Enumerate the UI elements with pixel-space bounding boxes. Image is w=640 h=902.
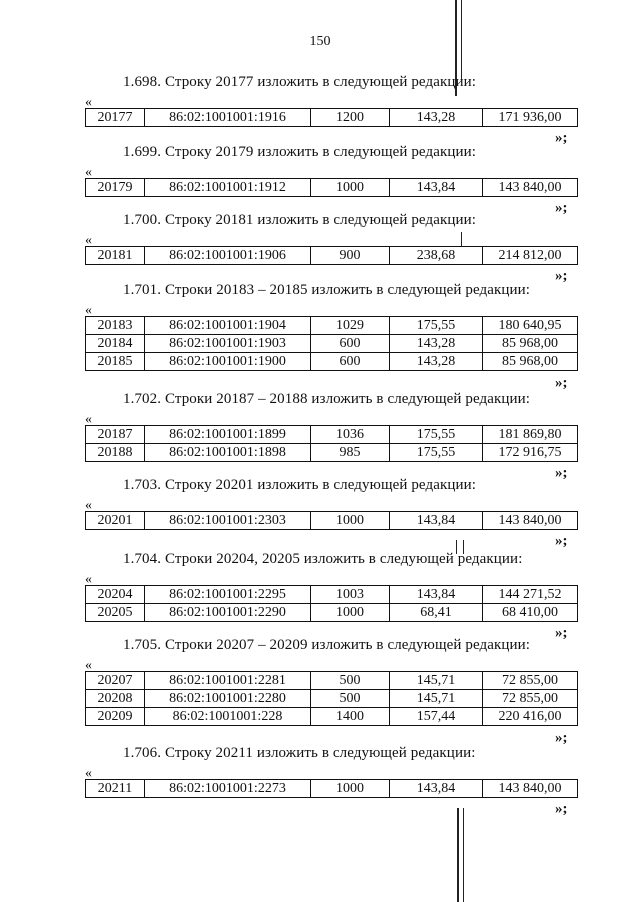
amount-cell: 72 855,00 [483, 690, 578, 708]
area-cell: 600 [311, 353, 390, 371]
opening-quote: « [85, 303, 92, 318]
row-number-cell: 20201 [86, 512, 145, 530]
area-cell: 500 [311, 690, 390, 708]
row-number-cell: 20179 [86, 179, 145, 197]
closing-quote: »; [555, 729, 568, 746]
rate-cell: 145,71 [390, 672, 483, 690]
closing-quote: »; [555, 465, 568, 481]
amount-cell: 220 416,00 [483, 708, 578, 726]
cadastral-number-cell: 86:02:1001001:2280 [145, 690, 311, 708]
amount-cell: 143 840,00 [483, 780, 578, 798]
cadastral-number-cell: 86:02:1001001:2295 [145, 586, 311, 604]
rate-cell: 68,41 [390, 604, 483, 622]
area-cell: 985 [311, 444, 390, 462]
closing-quote: »; [555, 129, 568, 146]
rate-cell: 145,71 [390, 690, 483, 708]
amendment-table [85, 511, 578, 530]
rate-cell: 238,68 [390, 247, 483, 265]
page-number: 150 [309, 34, 331, 49]
rate-cell: 143,84 [390, 780, 483, 798]
table-row [86, 780, 578, 798]
closing-quote: »; [555, 625, 568, 641]
amount-cell: 85 968,00 [483, 335, 578, 353]
rate-cell: 143,28 [390, 335, 483, 353]
table-row [86, 109, 578, 127]
closing-quote: »; [555, 532, 568, 549]
amendment-table [85, 246, 578, 265]
amendment-heading: 1.703. Строку 20201 изложить в следующей редакции: [123, 477, 477, 493]
rate-cell: 143,28 [390, 109, 483, 127]
table-row [86, 690, 578, 708]
scan-line-bottom-2 [463, 808, 464, 902]
opening-quote: « [85, 233, 92, 248]
amendment-heading: 1.702. Строки 20187 – 20188 изложить в следующей редакции: [123, 391, 531, 407]
row-number-cell: 20207 [86, 672, 145, 690]
amount-cell: 172 916,75 [483, 444, 578, 462]
amount-cell: 180 640,95 [483, 317, 578, 335]
rate-cell: 175,55 [390, 444, 483, 462]
row-number-cell: 20211 [86, 780, 145, 798]
cadastral-number-cell: 86:02:1001001:2281 [145, 672, 311, 690]
cadastral-number-cell: 86:02:1001001:1904 [145, 317, 311, 335]
table-row [86, 586, 578, 604]
row-number-cell: 20208 [86, 690, 145, 708]
table-row [86, 317, 578, 335]
area-cell: 900 [311, 247, 390, 265]
area-cell: 1400 [311, 708, 390, 726]
amendment-table [85, 671, 578, 726]
scan-line-mid [461, 232, 462, 246]
cadastral-number-cell: 86:02:1001001:228 [145, 708, 311, 726]
amendment-table [85, 585, 578, 622]
row-number-cell: 20209 [86, 708, 145, 726]
table-row [86, 335, 578, 353]
area-cell: 1200 [311, 109, 390, 127]
table-row [86, 247, 578, 265]
cadastral-number-cell: 86:02:1001001:2303 [145, 512, 311, 530]
opening-quote: « [85, 658, 92, 673]
opening-quote: « [85, 572, 92, 587]
area-cell: 600 [311, 335, 390, 353]
amount-cell: 85 968,00 [483, 353, 578, 371]
cadastral-number-cell: 86:02:1001001:1903 [145, 335, 311, 353]
amount-cell: 72 855,00 [483, 672, 578, 690]
amount-cell: 68 410,00 [483, 604, 578, 622]
amendment-heading: 1.698. Строку 20177 изложить в следующей редакции: [123, 74, 477, 90]
amendment-heading: 1.706. Строку 20211 изложить в следующей редакции: [123, 745, 476, 761]
cadastral-number-cell: 86:02:1001001:2273 [145, 780, 311, 798]
cadastral-number-cell: 86:02:1001001:2290 [145, 604, 311, 622]
rate-cell: 143,84 [390, 586, 483, 604]
area-cell: 500 [311, 672, 390, 690]
row-number-cell: 20205 [86, 604, 145, 622]
amendment-table [85, 316, 578, 371]
closing-quote: »; [555, 800, 568, 817]
cadastral-number-cell: 86:02:1001001:1900 [145, 353, 311, 371]
rate-cell: 143,84 [390, 512, 483, 530]
row-number-cell: 20188 [86, 444, 145, 462]
amount-cell: 144 271,52 [483, 586, 578, 604]
closing-quote: »; [555, 267, 568, 284]
scan-line-bottom [457, 808, 459, 902]
closing-quote: »; [555, 374, 568, 391]
row-number-cell: 20185 [86, 353, 145, 371]
closing-quote: »; [555, 199, 568, 216]
opening-quote: « [85, 165, 92, 180]
rate-cell: 175,55 [390, 317, 483, 335]
row-number-cell: 20183 [86, 317, 145, 335]
rate-cell: 157,44 [390, 708, 483, 726]
amount-cell: 143 840,00 [483, 179, 578, 197]
row-number-cell: 20177 [86, 109, 145, 127]
amount-cell: 171 936,00 [483, 109, 578, 127]
opening-quote: « [85, 412, 92, 427]
amendment-table [85, 779, 578, 798]
table-row [86, 426, 578, 444]
area-cell: 1003 [311, 586, 390, 604]
area-cell: 1000 [311, 512, 390, 530]
cadastral-number-cell: 86:02:1001001:1906 [145, 247, 311, 265]
opening-quote: « [85, 766, 92, 781]
amendment-heading: 1.701. Строки 20183 – 20185 изложить в следующей редакции: [123, 282, 531, 298]
table-row [86, 444, 578, 462]
amount-cell: 214 812,00 [483, 247, 578, 265]
row-number-cell: 20184 [86, 335, 145, 353]
amendment-table [85, 108, 578, 127]
cadastral-number-cell: 86:02:1001001:1912 [145, 179, 311, 197]
row-number-cell: 20181 [86, 247, 145, 265]
rate-cell: 143,28 [390, 353, 483, 371]
cadastral-number-cell: 86:02:1001001:1916 [145, 109, 311, 127]
opening-quote: « [85, 498, 92, 513]
rate-cell: 175,55 [390, 426, 483, 444]
cadastral-number-cell: 86:02:1001001:1898 [145, 444, 311, 462]
amendment-heading: 1.704. Строки 20204, 20205 изложить в следующей редакции: [123, 551, 523, 567]
rate-cell: 143,84 [390, 179, 483, 197]
table-row [86, 708, 578, 726]
table-row [86, 353, 578, 371]
area-cell: 1029 [311, 317, 390, 335]
row-number-cell: 20187 [86, 426, 145, 444]
area-cell: 1000 [311, 179, 390, 197]
table-row [86, 672, 578, 690]
amount-cell: 181 869,80 [483, 426, 578, 444]
table-row [86, 512, 578, 530]
table-row [86, 179, 578, 197]
amount-cell: 143 840,00 [483, 512, 578, 530]
amendment-heading: 1.699. Строку 20179 изложить в следующей редакции: [123, 144, 477, 160]
cadastral-number-cell: 86:02:1001001:1899 [145, 426, 311, 444]
area-cell: 1036 [311, 426, 390, 444]
row-number-cell: 20204 [86, 586, 145, 604]
table-row [86, 604, 578, 622]
amendment-table [85, 178, 578, 197]
opening-quote: « [85, 95, 92, 110]
amendment-heading: 1.700. Строку 20181 изложить в следующей редакции: [123, 212, 477, 228]
area-cell: 1000 [311, 780, 390, 798]
amendment-table [85, 425, 578, 462]
amendment-heading: 1.705. Строки 20207 – 20209 изложить в следующей редакции: [123, 637, 531, 653]
scan-line-top-2 [461, 0, 462, 80]
area-cell: 1000 [311, 604, 390, 622]
